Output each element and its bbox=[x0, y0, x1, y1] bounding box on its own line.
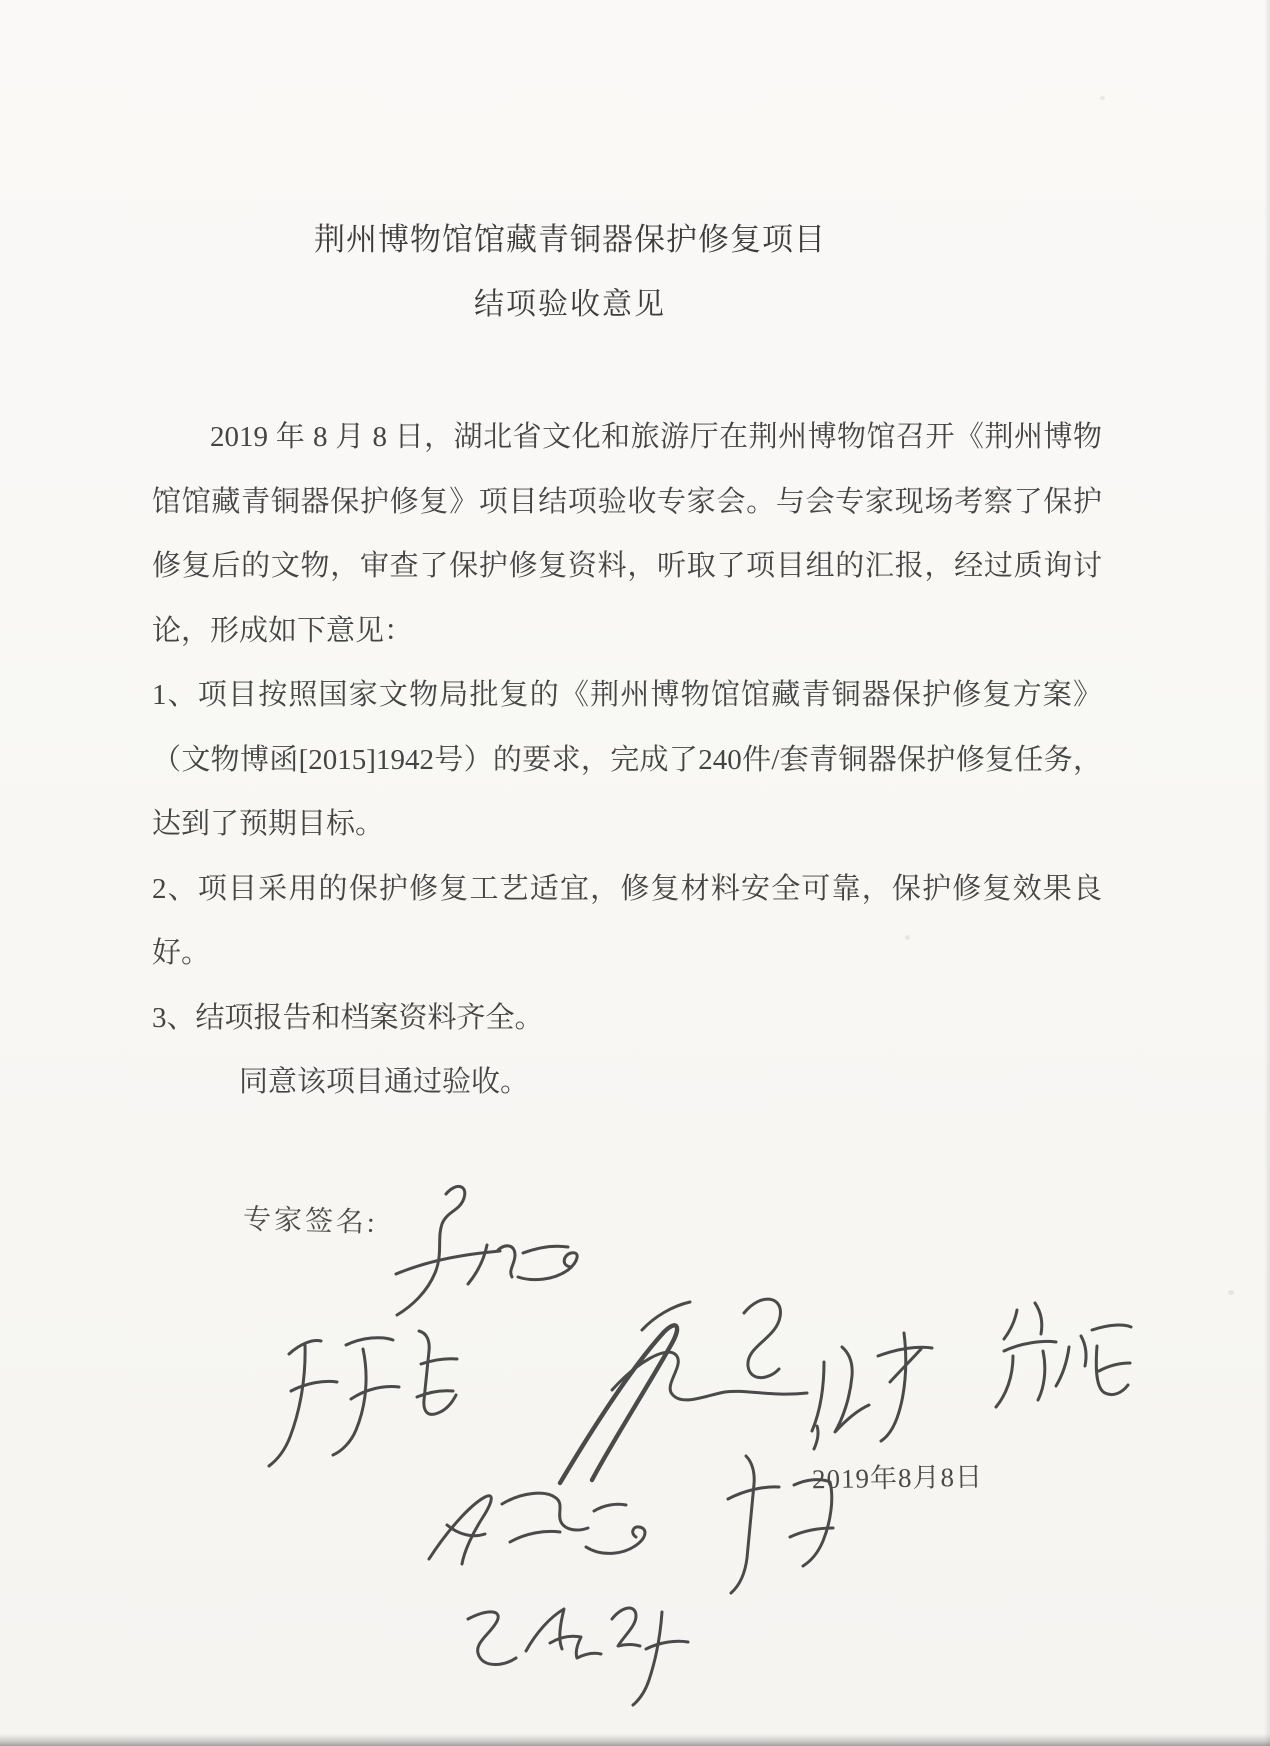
document-date: 2019年8月8日 bbox=[811, 1461, 984, 1495]
scan-edge-right bbox=[1264, 0, 1270, 1746]
signature-cursive-large bbox=[560, 1299, 807, 1483]
paragraph-item-2: 2、项目采用的保护修复工艺适宜，修复材料安全可靠，保护修复效果良好。 bbox=[152, 872, 1102, 969]
signature-cursive-zhong bbox=[429, 1493, 645, 1564]
signature-cursive-zhang bbox=[468, 1608, 688, 1705]
signature-cursive-hu bbox=[728, 1426, 833, 1593]
document-title-line2: 结项验收意见 bbox=[474, 288, 666, 321]
signature-xiao-lin bbox=[996, 1303, 1131, 1407]
scan-edge-bottom bbox=[0, 1734, 1270, 1746]
paragraph-item-1: 1、项目按照国家文物局批复的《荆州博物馆馆藏青铜器保护修复方案》（文物博函[2015]1942号）的要求，完成了240件/套青铜器保护修复任务，达到了预期目标。 bbox=[152, 679, 1102, 840]
signature-li-huayuan bbox=[396, 1186, 577, 1315]
document-body bbox=[152, 405, 1102, 1115]
paragraph-item-3: 3、结项报告和档案资料齐全。 bbox=[152, 1001, 544, 1034]
paragraph-intro: 2019 年 8 月 8 日，湖北省文化和旅游厅在荆州博物馆召开《荆州博物馆馆藏青铜器保护修复》项目结项验收专家会。与会专家现场考察了保护修复后的文物，审查了保护修复资料，听取了项目组的汇报，经过质询讨论，形成如下意见： bbox=[152, 421, 1102, 647]
paragraph-conclusion: 同意该项目通过验收。 bbox=[239, 1066, 530, 1098]
scan-speck bbox=[1100, 96, 1105, 100]
expert-signature-label: 专家签名: bbox=[242, 1204, 379, 1239]
scan-speck bbox=[905, 935, 910, 940]
handwritten-signatures bbox=[0, 1150, 1270, 1746]
scan-speck bbox=[1228, 1290, 1234, 1295]
signature-cursive-cai bbox=[812, 1333, 932, 1441]
signature-chen-jiachang bbox=[269, 1331, 457, 1466]
document-title-block bbox=[0, 218, 1140, 327]
document-title-line1: 荆州博物馆馆藏青铜器保护修复项目 bbox=[314, 222, 826, 257]
